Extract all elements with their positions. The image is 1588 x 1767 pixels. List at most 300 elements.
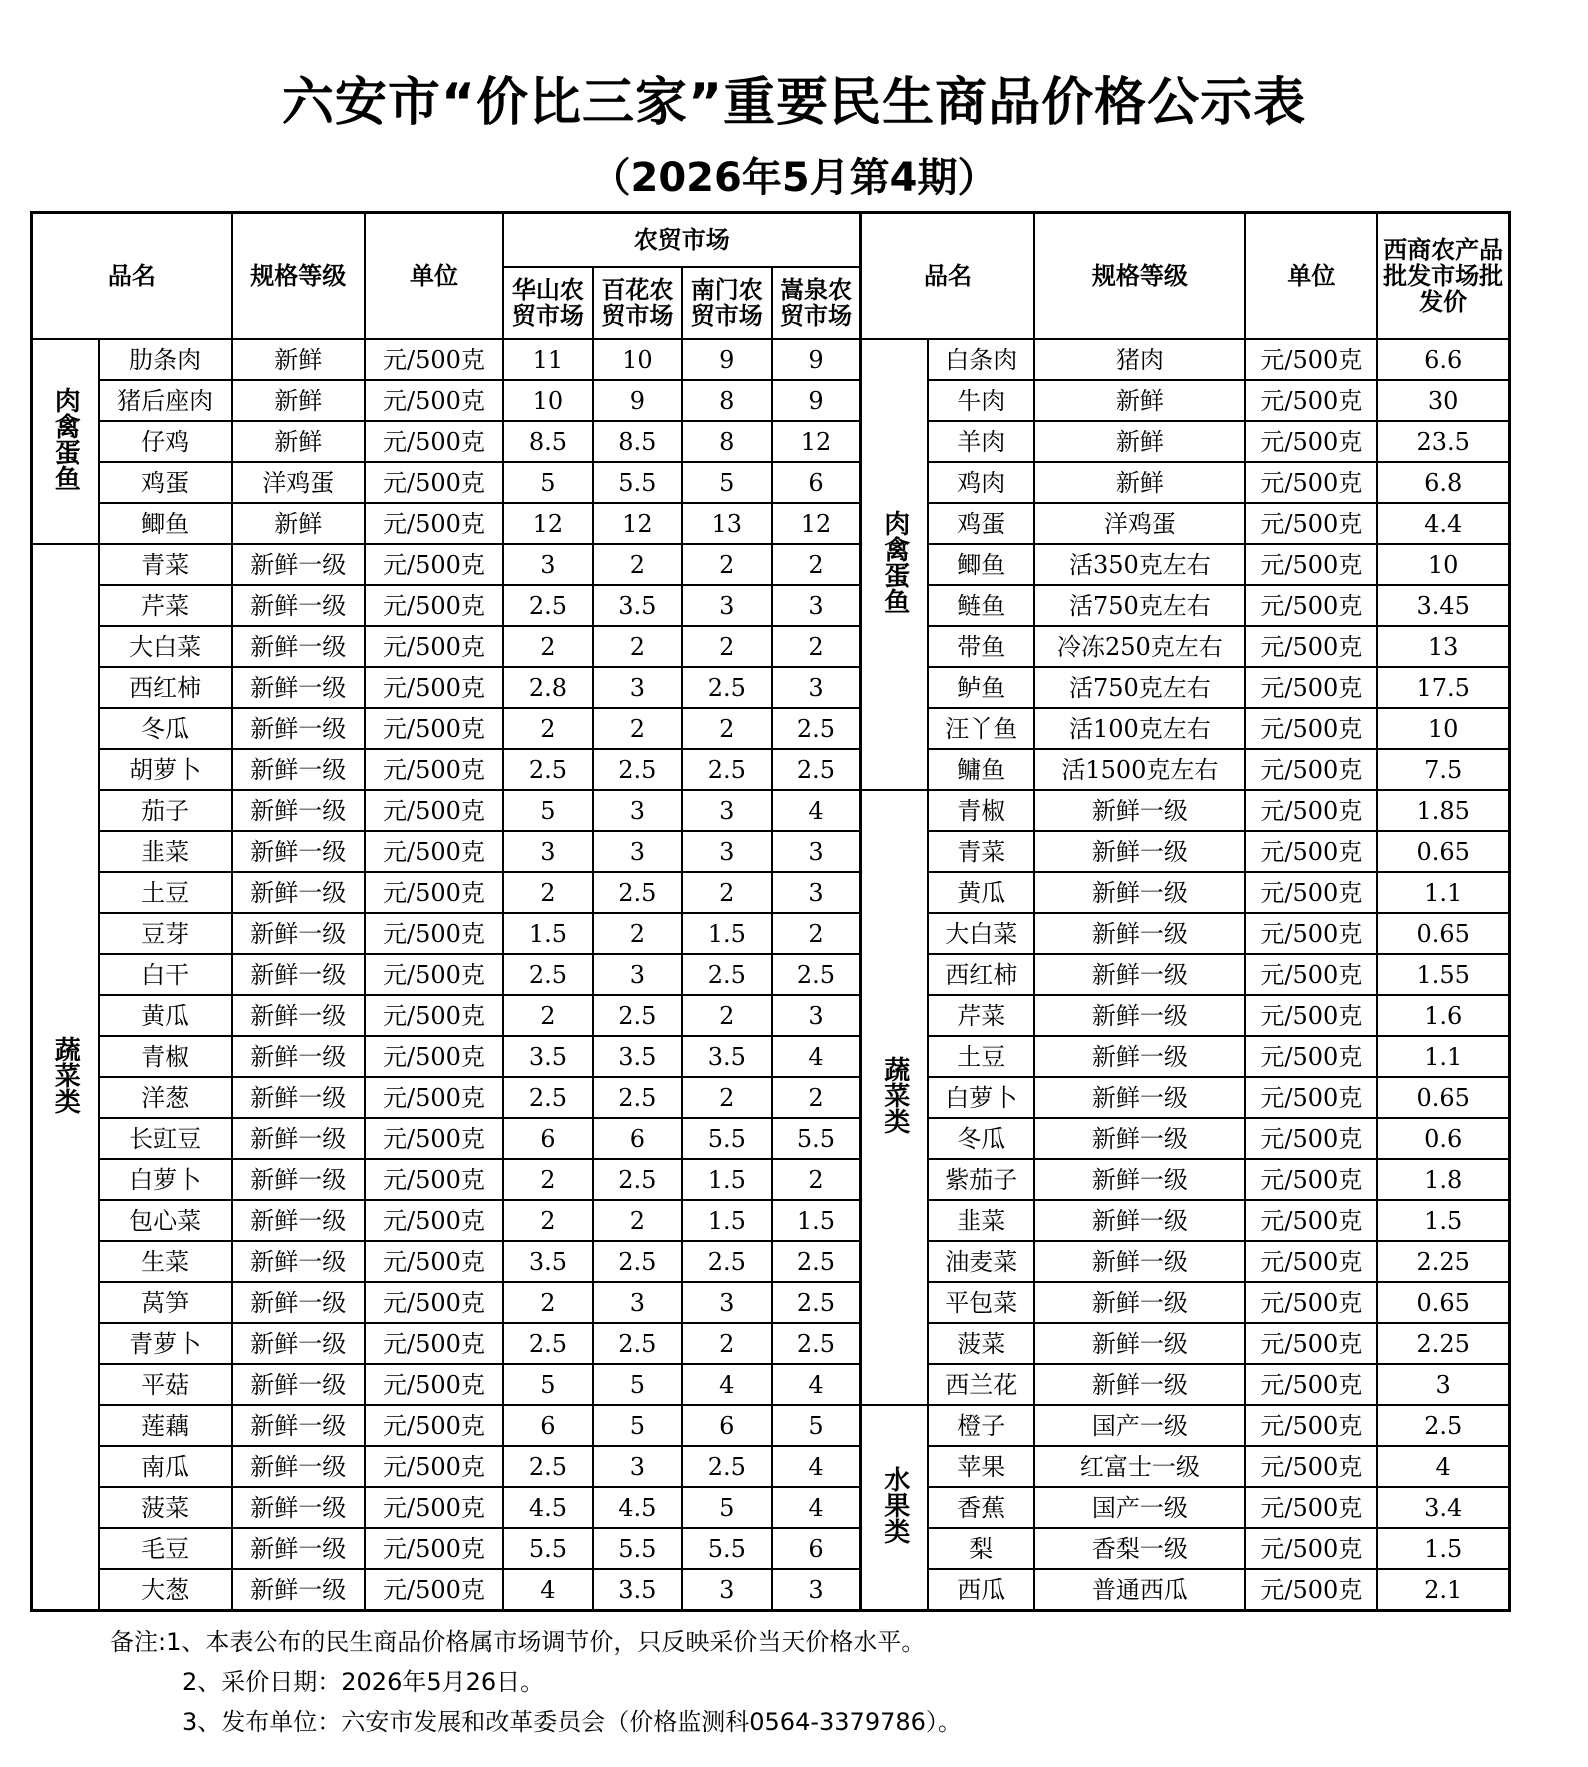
item-spec: 新鲜 (1034, 462, 1245, 503)
item-unit: 元/500克 (365, 1282, 503, 1323)
item-name: 土豆 (99, 872, 232, 913)
market-price: 2 (593, 913, 682, 954)
market-price: 2 (503, 708, 592, 749)
item-unit: 元/500克 (1245, 1118, 1377, 1159)
table-row (32, 462, 1510, 503)
category-cell (861, 790, 928, 1405)
notes (110, 1622, 962, 1742)
market-price: 3 (682, 585, 771, 626)
item-name: 黄瓜 (99, 995, 232, 1036)
header-market-huashan: 华山农贸市场 (503, 267, 592, 339)
market-price: 1.5 (682, 1159, 771, 1200)
wholesale-price: 1.5 (1377, 1200, 1509, 1241)
item-spec: 新鲜一级 (232, 708, 365, 749)
item-name: 平包菜 (928, 1282, 1034, 1323)
market-price: 6 (682, 1405, 771, 1446)
category-label: 蔬菜类 (879, 1056, 910, 1134)
item-name: 白萝卜 (928, 1077, 1034, 1118)
market-price: 12 (772, 503, 861, 544)
market-price: 5.5 (503, 1528, 592, 1569)
market-price: 4 (772, 1036, 861, 1077)
table-row (32, 380, 1510, 421)
market-price: 9 (772, 380, 861, 421)
item-spec: 新鲜一级 (1034, 913, 1245, 954)
market-price: 3 (682, 1569, 771, 1611)
wholesale-price: 0.65 (1377, 1077, 1509, 1118)
item-name: 羊肉 (928, 421, 1034, 462)
market-price: 4.5 (503, 1487, 592, 1528)
market-price: 3 (772, 1569, 861, 1611)
item-name: 洋葱 (99, 1077, 232, 1118)
item-unit: 元/500克 (1245, 1323, 1377, 1364)
wholesale-price: 3 (1377, 1364, 1509, 1405)
market-price: 3 (593, 831, 682, 872)
table-row (32, 708, 1510, 749)
item-spec: 新鲜 (232, 380, 365, 421)
item-unit: 元/500克 (365, 667, 503, 708)
table-row (32, 667, 1510, 708)
market-price: 3 (503, 544, 592, 585)
item-name: 芹菜 (99, 585, 232, 626)
item-spec: 新鲜一级 (1034, 1036, 1245, 1077)
item-name: 莲藕 (99, 1405, 232, 1446)
item-name: 青萝卜 (99, 1323, 232, 1364)
item-unit: 元/500克 (1245, 1569, 1377, 1611)
item-unit: 元/500克 (365, 585, 503, 626)
item-spec: 新鲜一级 (1034, 1200, 1245, 1241)
item-spec: 新鲜一级 (232, 954, 365, 995)
header-unit: 单位 (365, 213, 503, 340)
item-unit: 元/500克 (1245, 954, 1377, 995)
table-row (32, 421, 1510, 462)
item-spec: 新鲜一级 (232, 1241, 365, 1282)
item-name: 鲫鱼 (99, 503, 232, 544)
wholesale-price: 0.65 (1377, 913, 1509, 954)
market-price: 9 (593, 380, 682, 421)
market-price: 12 (772, 421, 861, 462)
table-row (32, 1405, 1510, 1446)
market-price: 6 (503, 1405, 592, 1446)
item-name: 白萝卜 (99, 1159, 232, 1200)
market-price: 2 (593, 1200, 682, 1241)
market-price: 3 (503, 831, 592, 872)
wholesale-price: 2.25 (1377, 1241, 1509, 1282)
wholesale-price: 10 (1377, 544, 1509, 585)
market-price: 3.5 (593, 585, 682, 626)
item-unit: 元/500克 (1245, 708, 1377, 749)
market-price: 5 (503, 1364, 592, 1405)
item-spec: 新鲜一级 (232, 1077, 365, 1118)
market-price: 8 (682, 421, 771, 462)
market-price: 11 (503, 339, 592, 380)
item-unit: 元/500克 (365, 1200, 503, 1241)
page-subtitle: （2026年5月第4期） (590, 155, 998, 201)
market-price: 4 (503, 1569, 592, 1611)
item-spec: 新鲜一级 (232, 913, 365, 954)
market-price: 1.5 (682, 913, 771, 954)
table-row (32, 1036, 1510, 1077)
table-row (32, 1323, 1510, 1364)
item-spec: 新鲜一级 (232, 831, 365, 872)
market-price: 2 (593, 626, 682, 667)
wholesale-price: 1.6 (1377, 995, 1509, 1036)
table-row (32, 503, 1510, 544)
item-name: 紫茄子 (928, 1159, 1034, 1200)
market-price: 2.5 (772, 1241, 861, 1282)
item-unit: 元/500克 (1245, 544, 1377, 585)
item-spec: 新鲜一级 (1034, 790, 1245, 831)
header-name: 品名 (32, 213, 232, 340)
market-price: 13 (682, 503, 771, 544)
price-table (30, 211, 1511, 1612)
item-spec: 新鲜一级 (232, 1364, 365, 1405)
market-price: 2 (503, 995, 592, 1036)
item-spec: 新鲜一级 (232, 1487, 365, 1528)
table-row (32, 1159, 1510, 1200)
table-row (32, 1282, 1510, 1323)
market-price: 2.5 (593, 1241, 682, 1282)
item-name: 鸡肉 (928, 462, 1034, 503)
market-price: 2 (503, 1282, 592, 1323)
wholesale-price: 13 (1377, 626, 1509, 667)
item-unit: 元/500克 (365, 913, 503, 954)
market-price: 3 (772, 995, 861, 1036)
item-unit: 元/500克 (1245, 1446, 1377, 1487)
item-unit: 元/500克 (365, 462, 503, 503)
item-unit: 元/500克 (1245, 1487, 1377, 1528)
market-price: 2.5 (772, 708, 861, 749)
market-price: 2 (682, 1077, 771, 1118)
item-spec: 新鲜一级 (1034, 1282, 1245, 1323)
item-spec: 冷冻250克左右 (1034, 626, 1245, 667)
item-name: 南瓜 (99, 1446, 232, 1487)
item-spec: 新鲜一级 (1034, 872, 1245, 913)
item-unit: 元/500克 (1245, 1282, 1377, 1323)
item-unit: 元/500克 (365, 1364, 503, 1405)
market-price: 3 (682, 1282, 771, 1323)
item-name: 胡萝卜 (99, 749, 232, 790)
market-price: 2 (682, 995, 771, 1036)
item-unit: 元/500克 (365, 1446, 503, 1487)
market-price: 5.5 (682, 1118, 771, 1159)
note-2: 2、采价日期：2026年5月26日。 (182, 1668, 545, 1696)
wholesale-price: 1.5 (1377, 1528, 1509, 1569)
category-label: 水果类 (879, 1466, 910, 1544)
item-spec: 香梨一级 (1034, 1528, 1245, 1569)
item-unit: 元/500克 (1245, 339, 1377, 380)
wholesale-price: 2.5 (1377, 1405, 1509, 1446)
item-name: 梨 (928, 1528, 1034, 1569)
market-price: 3 (772, 667, 861, 708)
item-spec: 新鲜一级 (1034, 1241, 1245, 1282)
item-unit: 元/500克 (1245, 1036, 1377, 1077)
market-price: 2 (503, 626, 592, 667)
wholesale-price: 3.45 (1377, 585, 1509, 626)
item-name: 牛肉 (928, 380, 1034, 421)
market-price: 2 (772, 544, 861, 585)
market-price: 2.5 (503, 954, 592, 995)
table-row (32, 626, 1510, 667)
item-name: 鸡蛋 (928, 503, 1034, 544)
market-price: 1.5 (772, 1200, 861, 1241)
item-name: 茄子 (99, 790, 232, 831)
market-price: 2 (593, 544, 682, 585)
table-row (32, 1446, 1510, 1487)
table-row (32, 872, 1510, 913)
market-price: 1.5 (682, 1200, 771, 1241)
wholesale-price: 2.25 (1377, 1323, 1509, 1364)
item-spec: 新鲜一级 (1034, 831, 1245, 872)
item-name: 白干 (99, 954, 232, 995)
item-name: 青菜 (99, 544, 232, 585)
item-name: 大白菜 (99, 626, 232, 667)
category-label: 蔬菜类 (50, 1035, 81, 1114)
header-spec: 规格等级 (232, 213, 365, 340)
item-spec: 活1500克左右 (1034, 749, 1245, 790)
wholesale-price: 0.65 (1377, 831, 1509, 872)
market-price: 8.5 (593, 421, 682, 462)
market-price: 2 (682, 544, 771, 585)
item-unit: 元/500克 (1245, 1405, 1377, 1446)
item-unit: 元/500克 (365, 1323, 503, 1364)
header-name-right: 品名 (861, 213, 1035, 340)
header-market-nanmen: 南门农贸市场 (682, 267, 771, 339)
market-price: 2.8 (503, 667, 592, 708)
item-spec: 新鲜一级 (232, 1282, 365, 1323)
item-unit: 元/500克 (365, 380, 503, 421)
table-row (32, 954, 1510, 995)
market-price: 2 (503, 872, 592, 913)
item-name: 鲢鱼 (928, 585, 1034, 626)
header-spec-right: 规格等级 (1034, 213, 1245, 340)
item-unit: 元/500克 (365, 1159, 503, 1200)
item-spec: 新鲜一级 (232, 667, 365, 708)
item-spec: 国产一级 (1034, 1487, 1245, 1528)
market-price: 5 (503, 462, 592, 503)
item-spec: 红富士一级 (1034, 1446, 1245, 1487)
item-unit: 元/500克 (1245, 831, 1377, 872)
market-price: 2.5 (772, 1282, 861, 1323)
wholesale-price: 30 (1377, 380, 1509, 421)
wholesale-price: 1.8 (1377, 1159, 1509, 1200)
item-spec: 新鲜一级 (1034, 995, 1245, 1036)
item-unit: 元/500克 (365, 1528, 503, 1569)
table-row (32, 1569, 1510, 1611)
table-row (32, 1487, 1510, 1528)
market-price: 3.5 (503, 1036, 592, 1077)
item-name: 鲈鱼 (928, 667, 1034, 708)
item-name: 冬瓜 (928, 1118, 1034, 1159)
table-row (32, 831, 1510, 872)
item-name: 大白菜 (928, 913, 1034, 954)
wholesale-price: 10 (1377, 708, 1509, 749)
market-price: 2.5 (682, 1241, 771, 1282)
item-spec: 新鲜一级 (1034, 1364, 1245, 1405)
item-name: 鸡蛋 (99, 462, 232, 503)
item-unit: 元/500克 (365, 339, 503, 380)
market-price: 2 (682, 872, 771, 913)
item-unit: 元/500克 (1245, 1241, 1377, 1282)
item-unit: 元/500克 (1245, 667, 1377, 708)
market-price: 4 (682, 1364, 771, 1405)
market-price: 8 (682, 380, 771, 421)
table-row (32, 544, 1510, 585)
header-market-baihua: 百花农贸市场 (593, 267, 682, 339)
item-unit: 元/500克 (1245, 1200, 1377, 1241)
market-price: 2.5 (772, 1323, 861, 1364)
market-price: 1.5 (503, 913, 592, 954)
wholesale-price: 3.4 (1377, 1487, 1509, 1528)
market-price: 3.5 (593, 1569, 682, 1611)
market-price: 4 (772, 1446, 861, 1487)
item-unit: 元/500克 (365, 831, 503, 872)
item-unit: 元/500克 (1245, 585, 1377, 626)
item-spec: 新鲜一级 (1034, 954, 1245, 995)
item-name: 芹菜 (928, 995, 1034, 1036)
table-row (32, 1200, 1510, 1241)
market-price: 2.5 (682, 1446, 771, 1487)
item-spec: 新鲜一级 (1034, 1077, 1245, 1118)
market-price: 2.5 (682, 749, 771, 790)
table-row (32, 1528, 1510, 1569)
item-unit: 元/500克 (365, 872, 503, 913)
table-row (32, 339, 1510, 380)
item-name: 青椒 (928, 790, 1034, 831)
market-price: 2.5 (772, 749, 861, 790)
item-spec: 新鲜一级 (232, 995, 365, 1036)
item-name: 橙子 (928, 1405, 1034, 1446)
item-name: 大葱 (99, 1569, 232, 1611)
item-unit: 元/500克 (1245, 913, 1377, 954)
header-wholesale: 西商农产品批发市场批发价 (1377, 213, 1509, 340)
item-unit: 元/500克 (1245, 1528, 1377, 1569)
market-price: 12 (593, 503, 682, 544)
market-price: 2.5 (772, 954, 861, 995)
item-unit: 元/500克 (1245, 421, 1377, 462)
item-spec: 新鲜 (232, 421, 365, 462)
table-row (32, 1241, 1510, 1282)
note-1: 备注:1、本表公布的民生商品价格属市场调节价，只反映采价当天价格水平。 (110, 1628, 926, 1656)
table-body (32, 339, 1510, 1611)
category-cell (861, 1405, 928, 1611)
header-unit-right: 单位 (1245, 213, 1377, 340)
item-spec: 新鲜一级 (232, 872, 365, 913)
item-spec: 新鲜一级 (232, 626, 365, 667)
market-price: 10 (593, 339, 682, 380)
market-price: 4.5 (593, 1487, 682, 1528)
wholesale-price: 0.65 (1377, 1282, 1509, 1323)
item-spec: 新鲜 (232, 339, 365, 380)
item-spec: 活750克左右 (1034, 585, 1245, 626)
market-price: 5 (503, 790, 592, 831)
item-name: 青菜 (928, 831, 1034, 872)
item-spec: 新鲜一级 (232, 1036, 365, 1077)
item-spec: 新鲜一级 (1034, 1118, 1245, 1159)
market-price: 2.5 (503, 585, 592, 626)
market-price: 6 (503, 1118, 592, 1159)
table-row (32, 1077, 1510, 1118)
category-cell (32, 339, 99, 544)
item-name: 平菇 (99, 1364, 232, 1405)
item-unit: 元/500克 (365, 1241, 503, 1282)
item-spec: 新鲜一级 (232, 790, 365, 831)
market-price: 2.5 (593, 1159, 682, 1200)
item-name: 油麦菜 (928, 1241, 1034, 1282)
item-name: 香蕉 (928, 1487, 1034, 1528)
item-unit: 元/500克 (1245, 1077, 1377, 1118)
market-price: 2.5 (503, 1323, 592, 1364)
table-row (32, 1118, 1510, 1159)
market-price: 3 (772, 831, 861, 872)
market-price: 9 (682, 339, 771, 380)
table-row (32, 585, 1510, 626)
item-spec: 新鲜一级 (1034, 1323, 1245, 1364)
item-name: 猪后座肉 (99, 380, 232, 421)
market-price: 2 (682, 708, 771, 749)
market-price: 3 (593, 667, 682, 708)
table-row (32, 995, 1510, 1036)
item-name: 仔鸡 (99, 421, 232, 462)
category-cell (861, 339, 928, 790)
table-row (32, 913, 1510, 954)
market-price: 2.5 (503, 1446, 592, 1487)
item-spec: 猪肉 (1034, 339, 1245, 380)
market-price: 2 (503, 1200, 592, 1241)
item-unit: 元/500克 (365, 544, 503, 585)
item-spec: 活750克左右 (1034, 667, 1245, 708)
item-spec: 洋鸡蛋 (1034, 503, 1245, 544)
category-label: 肉禽蛋鱼 (879, 510, 910, 614)
item-unit: 元/500克 (365, 626, 503, 667)
item-spec: 新鲜 (232, 503, 365, 544)
item-spec: 普通西瓜 (1034, 1569, 1245, 1611)
market-price: 4 (772, 1364, 861, 1405)
market-price: 2.5 (593, 1077, 682, 1118)
item-unit: 元/500克 (1245, 1364, 1377, 1405)
item-name: 鳙鱼 (928, 749, 1034, 790)
page-title: 六安市“价比三家”重要民生商品价格公示表 (281, 73, 1307, 133)
item-spec: 新鲜一级 (232, 1446, 365, 1487)
item-unit: 元/500克 (365, 421, 503, 462)
item-name: 菠菜 (99, 1487, 232, 1528)
market-price: 5.5 (682, 1528, 771, 1569)
market-price: 12 (503, 503, 592, 544)
wholesale-price: 17.5 (1377, 667, 1509, 708)
item-spec: 洋鸡蛋 (232, 462, 365, 503)
item-name: 长豇豆 (99, 1118, 232, 1159)
market-price: 5.5 (593, 462, 682, 503)
item-name: 带鱼 (928, 626, 1034, 667)
item-unit: 元/500克 (365, 790, 503, 831)
market-price: 6 (772, 1528, 861, 1569)
item-name: 生菜 (99, 1241, 232, 1282)
item-name: 毛豆 (99, 1528, 232, 1569)
wholesale-price: 23.5 (1377, 421, 1509, 462)
market-price: 2 (503, 1159, 592, 1200)
item-name: 菠菜 (928, 1323, 1034, 1364)
market-price: 2.5 (682, 667, 771, 708)
market-price: 3 (593, 1446, 682, 1487)
item-name: 韭菜 (99, 831, 232, 872)
market-price: 4 (772, 1487, 861, 1528)
wholesale-price: 4 (1377, 1446, 1509, 1487)
market-price: 8.5 (503, 421, 592, 462)
market-price: 3 (593, 954, 682, 995)
item-unit: 元/500克 (1245, 626, 1377, 667)
item-name: 西瓜 (928, 1569, 1034, 1611)
market-price: 2 (682, 626, 771, 667)
item-unit: 元/500克 (1245, 995, 1377, 1036)
